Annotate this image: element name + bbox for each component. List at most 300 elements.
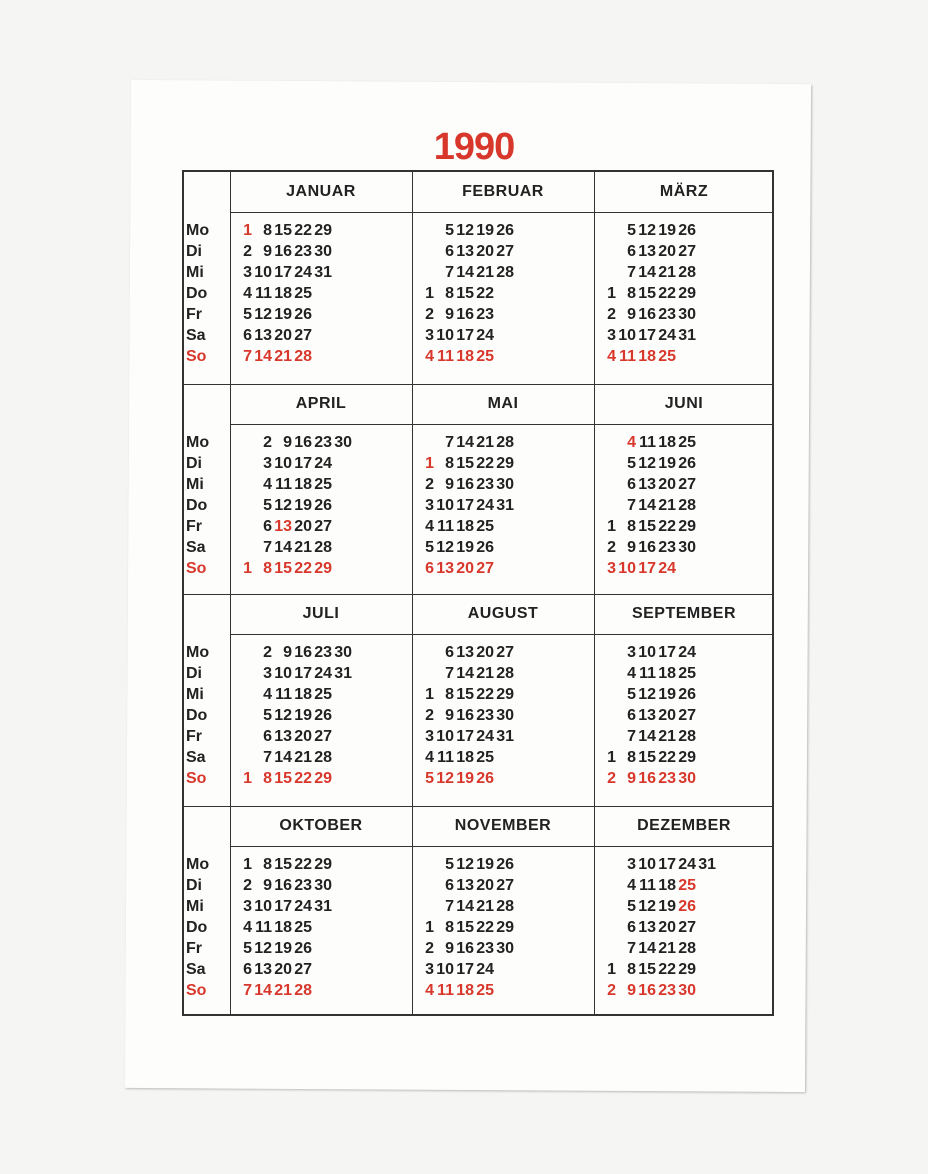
day-number: 16 xyxy=(456,476,474,493)
week-row xyxy=(424,938,514,959)
day-number: 23 xyxy=(658,539,676,556)
day-number: 4 xyxy=(263,686,272,703)
week-row xyxy=(424,663,514,684)
month-name: FEBRUAR xyxy=(462,183,544,200)
day-number: 30 xyxy=(314,877,332,894)
day-number: 20 xyxy=(658,476,676,493)
day-number: 26 xyxy=(476,539,494,556)
day-number: 21 xyxy=(476,264,494,281)
week-row xyxy=(424,304,514,325)
week-row xyxy=(606,768,696,789)
week-row xyxy=(424,346,514,367)
weekday-label: Di xyxy=(186,243,202,260)
day-number: 17 xyxy=(638,560,656,577)
week-row xyxy=(424,959,514,980)
day-number: 12 xyxy=(274,707,292,724)
week-row xyxy=(242,241,332,262)
day-number: 28 xyxy=(496,264,514,281)
day-number: 1 xyxy=(607,749,616,766)
day-number: 8 xyxy=(445,455,454,472)
day-number: 2 xyxy=(425,940,434,957)
day-number: 18 xyxy=(658,877,676,894)
day-number: 24 xyxy=(476,327,494,344)
day-number: 6 xyxy=(425,560,434,577)
month-days xyxy=(242,432,352,579)
day-number: 23 xyxy=(476,707,494,724)
day-number: 3 xyxy=(607,327,616,344)
day-number: 31 xyxy=(698,856,716,873)
day-number: 17 xyxy=(294,455,312,472)
weekday-label: Fr xyxy=(186,518,202,535)
day-number: 15 xyxy=(456,285,474,302)
day-number: 14 xyxy=(456,665,474,682)
day-number: 28 xyxy=(314,539,332,556)
day-number: 15 xyxy=(456,919,474,936)
day-number: 14 xyxy=(638,728,656,745)
day-number: 9 xyxy=(445,707,454,724)
day-number: 2 xyxy=(243,877,252,894)
day-number: 31 xyxy=(496,497,514,514)
day-number: 29 xyxy=(496,919,514,936)
month-name: SEPTEMBER xyxy=(631,605,737,622)
weekday-label: Mi xyxy=(186,686,204,703)
day-number: 7 xyxy=(445,434,454,451)
day-number: 21 xyxy=(476,665,494,682)
day-number: 9 xyxy=(445,476,454,493)
column-divider xyxy=(412,172,413,1014)
day-number: 5 xyxy=(425,539,434,556)
day-number: 3 xyxy=(425,728,434,745)
day-number: 3 xyxy=(243,898,252,915)
day-number: 19 xyxy=(456,770,474,787)
week-row xyxy=(606,432,696,453)
day-number: 18 xyxy=(658,434,676,451)
week-row xyxy=(424,768,514,789)
day-number: 27 xyxy=(678,919,696,936)
week-row xyxy=(424,453,514,474)
week-row xyxy=(424,474,514,495)
weekday-label: Sa xyxy=(186,961,206,978)
day-number: 2 xyxy=(607,306,616,323)
week-row xyxy=(242,896,332,917)
day-number: 11 xyxy=(437,518,454,535)
week-row xyxy=(424,262,514,283)
day-number: 22 xyxy=(476,455,494,472)
day-number: 27 xyxy=(678,707,696,724)
day-number: 29 xyxy=(496,455,514,472)
day-number: 26 xyxy=(314,707,332,724)
week-row xyxy=(424,980,514,1001)
week-row xyxy=(606,346,696,367)
day-number: 17 xyxy=(294,665,312,682)
day-number: 7 xyxy=(627,728,636,745)
weekday-label: Fr xyxy=(186,306,202,323)
day-number: 24 xyxy=(476,728,494,745)
month-days xyxy=(242,642,352,789)
month-days xyxy=(606,642,696,789)
day-number: 3 xyxy=(627,644,636,661)
day-number: 11 xyxy=(437,982,454,999)
day-number: 4 xyxy=(263,476,272,493)
day-number: 30 xyxy=(496,940,514,957)
day-number: 12 xyxy=(638,898,656,915)
day-number: 6 xyxy=(263,518,272,535)
week-row xyxy=(424,325,514,346)
weekday-label: Do xyxy=(186,497,208,514)
day-number: 30 xyxy=(678,982,696,999)
weekday-label: Mo xyxy=(186,222,210,239)
day-number: 9 xyxy=(263,243,272,260)
day-number: 8 xyxy=(445,686,454,703)
week-row xyxy=(242,917,332,938)
day-number: 9 xyxy=(627,770,636,787)
day-number: 31 xyxy=(678,327,696,344)
day-number: 24 xyxy=(476,497,494,514)
day-number: 15 xyxy=(274,222,292,239)
day-number: 10 xyxy=(274,455,292,472)
day-number: 27 xyxy=(314,518,332,535)
day-number: 11 xyxy=(255,919,272,936)
day-number: 29 xyxy=(314,222,332,239)
day-number: 25 xyxy=(314,476,332,493)
day-number: 6 xyxy=(263,728,272,745)
month-days xyxy=(242,220,332,367)
day-number: 3 xyxy=(263,455,272,472)
week-row xyxy=(606,642,696,663)
day-number: 24 xyxy=(294,898,312,915)
day-number: 18 xyxy=(294,476,312,493)
week-row xyxy=(424,537,514,558)
band-divider xyxy=(184,384,772,385)
day-number: 3 xyxy=(243,264,252,281)
week-row xyxy=(242,220,332,241)
day-number: 14 xyxy=(638,940,656,957)
day-number: 22 xyxy=(294,856,312,873)
day-number: 13 xyxy=(638,476,656,493)
day-number: 20 xyxy=(274,961,292,978)
day-number: 23 xyxy=(658,770,676,787)
day-number: 11 xyxy=(437,749,454,766)
month-name: MAI xyxy=(487,395,519,412)
day-number: 1 xyxy=(243,560,252,577)
week-row xyxy=(424,854,514,875)
day-number: 27 xyxy=(678,243,696,260)
day-number: 11 xyxy=(639,665,656,682)
day-number: 25 xyxy=(314,686,332,703)
day-number: 29 xyxy=(314,856,332,873)
day-number: 26 xyxy=(496,856,514,873)
week-row xyxy=(606,980,716,1001)
day-number: 22 xyxy=(476,686,494,703)
day-number: 26 xyxy=(496,222,514,239)
week-row xyxy=(242,663,352,684)
weekday-labels xyxy=(186,220,230,367)
day-number: 24 xyxy=(678,644,696,661)
weekday-labels xyxy=(186,854,230,1001)
day-number: 12 xyxy=(638,455,656,472)
week-row xyxy=(424,875,514,896)
day-number: 4 xyxy=(627,434,636,451)
day-number: 18 xyxy=(274,919,292,936)
day-number: 12 xyxy=(456,222,474,239)
day-number: 27 xyxy=(314,728,332,745)
day-number: 22 xyxy=(294,222,312,239)
day-number: 26 xyxy=(294,306,312,323)
calendar-grid xyxy=(182,170,774,1016)
day-number: 21 xyxy=(274,982,292,999)
week-row xyxy=(424,241,514,262)
week-row xyxy=(606,663,696,684)
day-number: 3 xyxy=(425,327,434,344)
day-number: 20 xyxy=(274,327,292,344)
day-number: 11 xyxy=(255,285,272,302)
day-number: 30 xyxy=(496,707,514,724)
month-days xyxy=(606,220,696,367)
day-number: 17 xyxy=(456,728,474,745)
week-row xyxy=(424,747,514,768)
day-number: 18 xyxy=(274,285,292,302)
day-number: 12 xyxy=(254,940,272,957)
day-number: 8 xyxy=(263,222,272,239)
day-number: 18 xyxy=(456,982,474,999)
day-number: 30 xyxy=(496,476,514,493)
day-number: 25 xyxy=(294,285,312,302)
weekday-label: So xyxy=(186,982,207,999)
day-number: 19 xyxy=(476,856,494,873)
day-number: 30 xyxy=(678,306,696,323)
day-number: 20 xyxy=(658,707,676,724)
day-number: 19 xyxy=(456,539,474,556)
day-number: 11 xyxy=(437,348,454,365)
day-number: 24 xyxy=(658,327,676,344)
day-number: 23 xyxy=(314,434,332,451)
week-row xyxy=(606,241,696,262)
day-number: 25 xyxy=(658,348,676,365)
weekday-label: Do xyxy=(186,919,208,936)
day-number: 27 xyxy=(294,327,312,344)
day-number: 7 xyxy=(627,264,636,281)
day-number: 7 xyxy=(263,749,272,766)
day-number: 30 xyxy=(678,770,696,787)
day-number: 22 xyxy=(294,560,312,577)
day-number: 1 xyxy=(425,455,434,472)
week-row xyxy=(242,684,352,705)
week-row xyxy=(424,432,514,453)
day-number: 10 xyxy=(618,327,636,344)
month-days xyxy=(606,432,696,579)
day-number: 12 xyxy=(274,497,292,514)
day-number: 25 xyxy=(678,665,696,682)
day-number: 12 xyxy=(638,686,656,703)
weekday-label: Sa xyxy=(186,539,206,556)
month-name: JANUAR xyxy=(286,183,356,200)
week-row xyxy=(606,453,696,474)
day-number: 1 xyxy=(425,285,434,302)
day-number: 13 xyxy=(254,961,272,978)
day-number: 25 xyxy=(476,982,494,999)
day-number: 6 xyxy=(627,707,636,724)
day-number: 16 xyxy=(638,982,656,999)
week-row xyxy=(424,220,514,241)
day-number: 25 xyxy=(476,348,494,365)
day-number: 7 xyxy=(627,497,636,514)
day-number: 15 xyxy=(638,285,656,302)
day-number: 3 xyxy=(425,961,434,978)
week-row xyxy=(424,726,514,747)
day-number: 22 xyxy=(658,749,676,766)
week-row xyxy=(606,938,716,959)
weekday-label: Sa xyxy=(186,749,206,766)
month-name: JUNI xyxy=(664,395,704,412)
day-number: 1 xyxy=(425,686,434,703)
week-row xyxy=(242,432,352,453)
day-number: 2 xyxy=(607,770,616,787)
weekday-label: Fr xyxy=(186,940,202,957)
day-number: 25 xyxy=(476,518,494,535)
day-number: 29 xyxy=(314,560,332,577)
week-row xyxy=(242,516,352,537)
weekday-label: Mi xyxy=(186,476,204,493)
day-number: 13 xyxy=(638,707,656,724)
week-row xyxy=(424,684,514,705)
day-number: 10 xyxy=(254,264,272,281)
day-number: 16 xyxy=(456,306,474,323)
day-number: 17 xyxy=(456,961,474,978)
day-number: 24 xyxy=(314,455,332,472)
month-days xyxy=(424,432,514,579)
day-number: 13 xyxy=(254,327,272,344)
day-number: 22 xyxy=(658,285,676,302)
week-row xyxy=(242,938,332,959)
week-row xyxy=(242,262,332,283)
week-row xyxy=(606,684,696,705)
day-number: 27 xyxy=(496,644,514,661)
weekday-label: Mi xyxy=(186,264,204,281)
day-number: 21 xyxy=(294,539,312,556)
day-number: 2 xyxy=(425,476,434,493)
weekday-label: Mo xyxy=(186,644,210,661)
day-number: 2 xyxy=(263,434,272,451)
day-number: 7 xyxy=(627,940,636,957)
header-divider xyxy=(230,634,772,635)
day-number: 10 xyxy=(436,327,454,344)
day-number: 16 xyxy=(638,306,656,323)
week-row xyxy=(242,474,352,495)
day-number: 8 xyxy=(627,749,636,766)
day-number: 9 xyxy=(283,434,292,451)
day-number: 15 xyxy=(274,856,292,873)
day-number: 28 xyxy=(496,665,514,682)
day-number: 29 xyxy=(678,285,696,302)
day-number: 22 xyxy=(294,770,312,787)
day-number: 27 xyxy=(476,560,494,577)
day-number: 8 xyxy=(627,961,636,978)
day-number: 20 xyxy=(456,560,474,577)
day-number: 19 xyxy=(294,707,312,724)
day-number: 4 xyxy=(243,919,252,936)
day-number: 13 xyxy=(456,243,474,260)
day-number: 17 xyxy=(658,856,676,873)
week-row xyxy=(606,854,716,875)
day-number: 9 xyxy=(627,306,636,323)
day-number: 10 xyxy=(436,497,454,514)
day-number: 9 xyxy=(627,539,636,556)
column-divider xyxy=(594,172,595,1014)
day-number: 6 xyxy=(627,243,636,260)
day-number: 7 xyxy=(445,898,454,915)
day-number: 15 xyxy=(638,749,656,766)
day-number: 15 xyxy=(456,686,474,703)
day-number: 20 xyxy=(476,644,494,661)
day-number: 28 xyxy=(496,898,514,915)
day-number: 27 xyxy=(678,476,696,493)
day-number: 21 xyxy=(274,348,292,365)
day-number: 8 xyxy=(263,560,272,577)
weekday-label: Di xyxy=(186,455,202,472)
day-number: 31 xyxy=(314,264,332,281)
day-number: 21 xyxy=(294,749,312,766)
day-number: 23 xyxy=(658,982,676,999)
week-row xyxy=(242,642,352,663)
day-number: 1 xyxy=(607,285,616,302)
month-days xyxy=(242,854,332,1001)
day-number: 13 xyxy=(638,919,656,936)
day-number: 18 xyxy=(456,348,474,365)
day-number: 26 xyxy=(294,940,312,957)
day-number: 16 xyxy=(274,243,292,260)
day-number: 12 xyxy=(254,306,272,323)
week-row xyxy=(242,980,332,1001)
week-row xyxy=(606,705,696,726)
day-number: 17 xyxy=(274,898,292,915)
day-number: 8 xyxy=(263,770,272,787)
weekday-label: Mo xyxy=(186,856,210,873)
day-number: 6 xyxy=(627,476,636,493)
month-days xyxy=(424,854,514,1001)
day-number: 4 xyxy=(425,749,434,766)
day-number: 30 xyxy=(334,434,352,451)
day-number: 19 xyxy=(658,686,676,703)
day-number: 16 xyxy=(638,539,656,556)
day-number: 14 xyxy=(456,264,474,281)
day-number: 23 xyxy=(294,877,312,894)
day-number: 31 xyxy=(334,665,352,682)
day-number: 17 xyxy=(456,497,474,514)
day-number: 27 xyxy=(496,243,514,260)
day-number: 11 xyxy=(639,877,656,894)
day-number: 6 xyxy=(445,644,454,661)
day-number: 17 xyxy=(658,644,676,661)
week-row xyxy=(242,768,352,789)
day-number: 13 xyxy=(456,644,474,661)
day-number: 5 xyxy=(627,222,636,239)
day-number: 15 xyxy=(274,560,292,577)
day-number: 9 xyxy=(283,644,292,661)
day-number: 22 xyxy=(658,961,676,978)
header-divider xyxy=(230,846,772,847)
day-number: 19 xyxy=(658,455,676,472)
day-number: 2 xyxy=(425,306,434,323)
day-number: 12 xyxy=(456,856,474,873)
day-number: 30 xyxy=(334,644,352,661)
week-row xyxy=(606,474,696,495)
week-row xyxy=(606,304,696,325)
day-number: 30 xyxy=(314,243,332,260)
day-number: 7 xyxy=(445,264,454,281)
day-number: 14 xyxy=(274,749,292,766)
day-number: 25 xyxy=(476,749,494,766)
day-number: 27 xyxy=(294,961,312,978)
